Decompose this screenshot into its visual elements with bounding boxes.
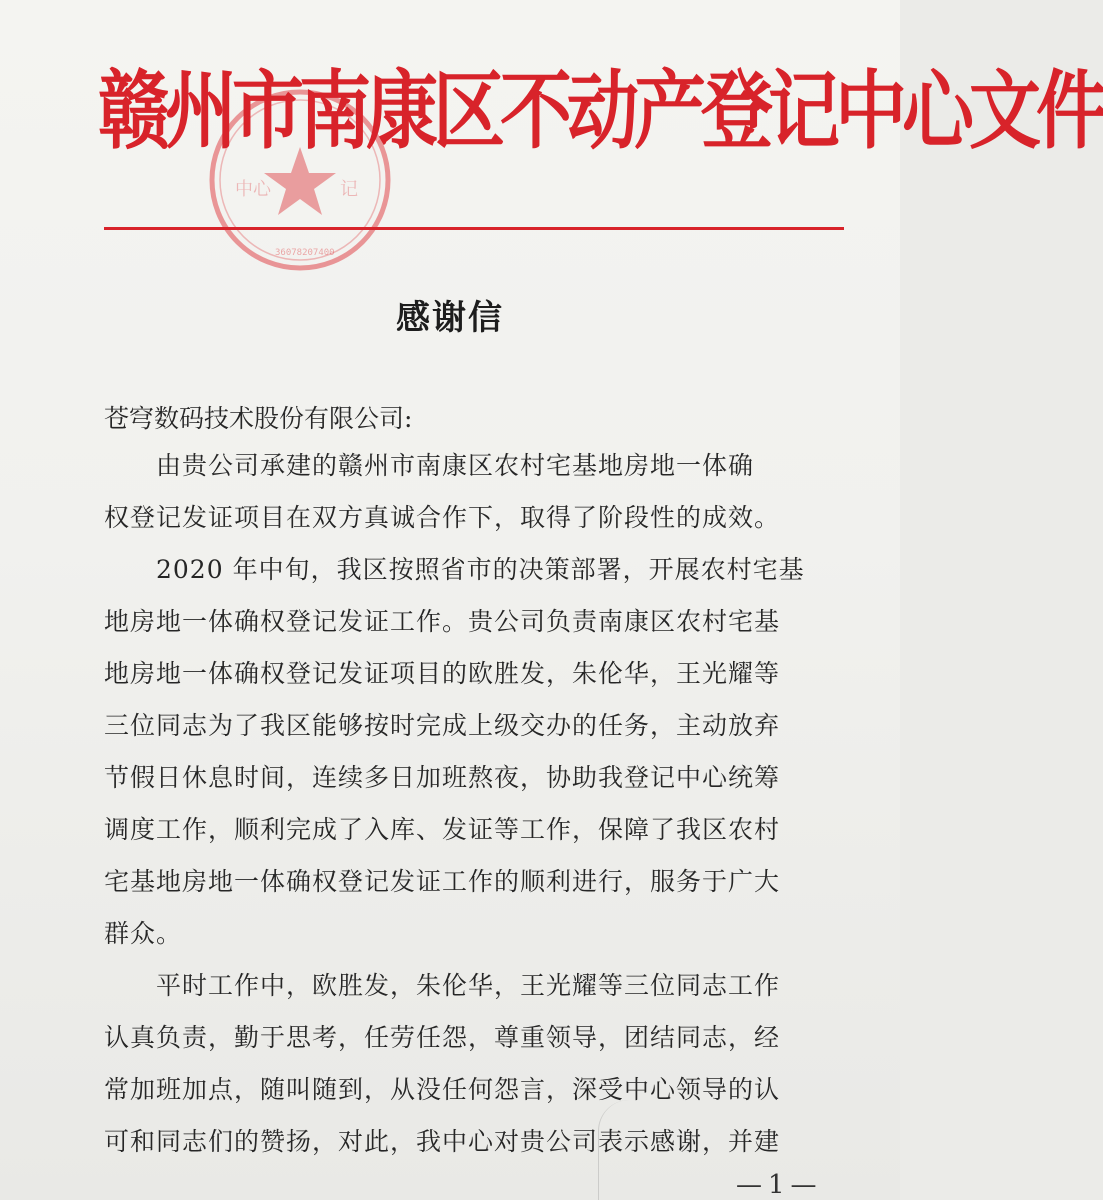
body-line: 地房地一体确权登记发证项目的欧胜发，朱伦华，王光耀等	[104, 659, 781, 688]
document-header-title: 赣州市南康区不动产登记中心文件	[98, 61, 1103, 161]
paper-crease	[598, 1100, 629, 1200]
svg-text:记: 记	[340, 179, 358, 200]
svg-text:中心: 中心	[235, 179, 271, 200]
body-line: 节假日休息时间，连续多日加班熬夜，协助我登记中心统筹	[104, 763, 781, 792]
body-line: 认真负责，勤于思考，任劳任怨，尊重领导，团结同志，经	[104, 1023, 781, 1052]
body-line: 权登记发证项目在双方真诚合作下，取得了阶段性的成效。	[104, 503, 781, 532]
body-line: 由贵公司承建的赣州市南康区农村宅基地房地一体确	[156, 451, 755, 480]
body-line: 常加班加点，随叫随到，从没任何怨言，深受中心领导的认	[104, 1075, 781, 1104]
salutation: 苍穹数码技术股份有限公司:	[104, 404, 413, 433]
svg-text:36078207400: 36078207400	[275, 248, 335, 258]
body-line: 2020 年中旬，我区按照省市的决策部署，开展农村宅基	[156, 555, 805, 584]
body-line: 调度工作，顺利完成了入库、发证等工作，保障了我区农村	[104, 815, 781, 844]
body-line: 三位同志为了我区能够按时完成上级交办的任务，主动放弃	[104, 711, 781, 740]
body-line: 地房地一体确权登记发证工作。贵公司负责南康区农村宅基	[104, 607, 781, 636]
body-line: 平时工作中，欧胜发，朱伦华，王光耀等三位同志工作	[156, 971, 781, 1000]
header-divider-rule	[104, 227, 844, 230]
letter-title: 感谢信	[396, 298, 504, 338]
page-number: —1—	[736, 1170, 823, 1200]
body-line: 宅基地房地一体确权登记发证工作的顺利进行，服务于广大	[104, 867, 781, 896]
body-line: 可和同志们的赞扬，对此，我中心对贵公司表示感谢，并建	[104, 1127, 781, 1156]
body-line: 群众。	[104, 919, 183, 948]
